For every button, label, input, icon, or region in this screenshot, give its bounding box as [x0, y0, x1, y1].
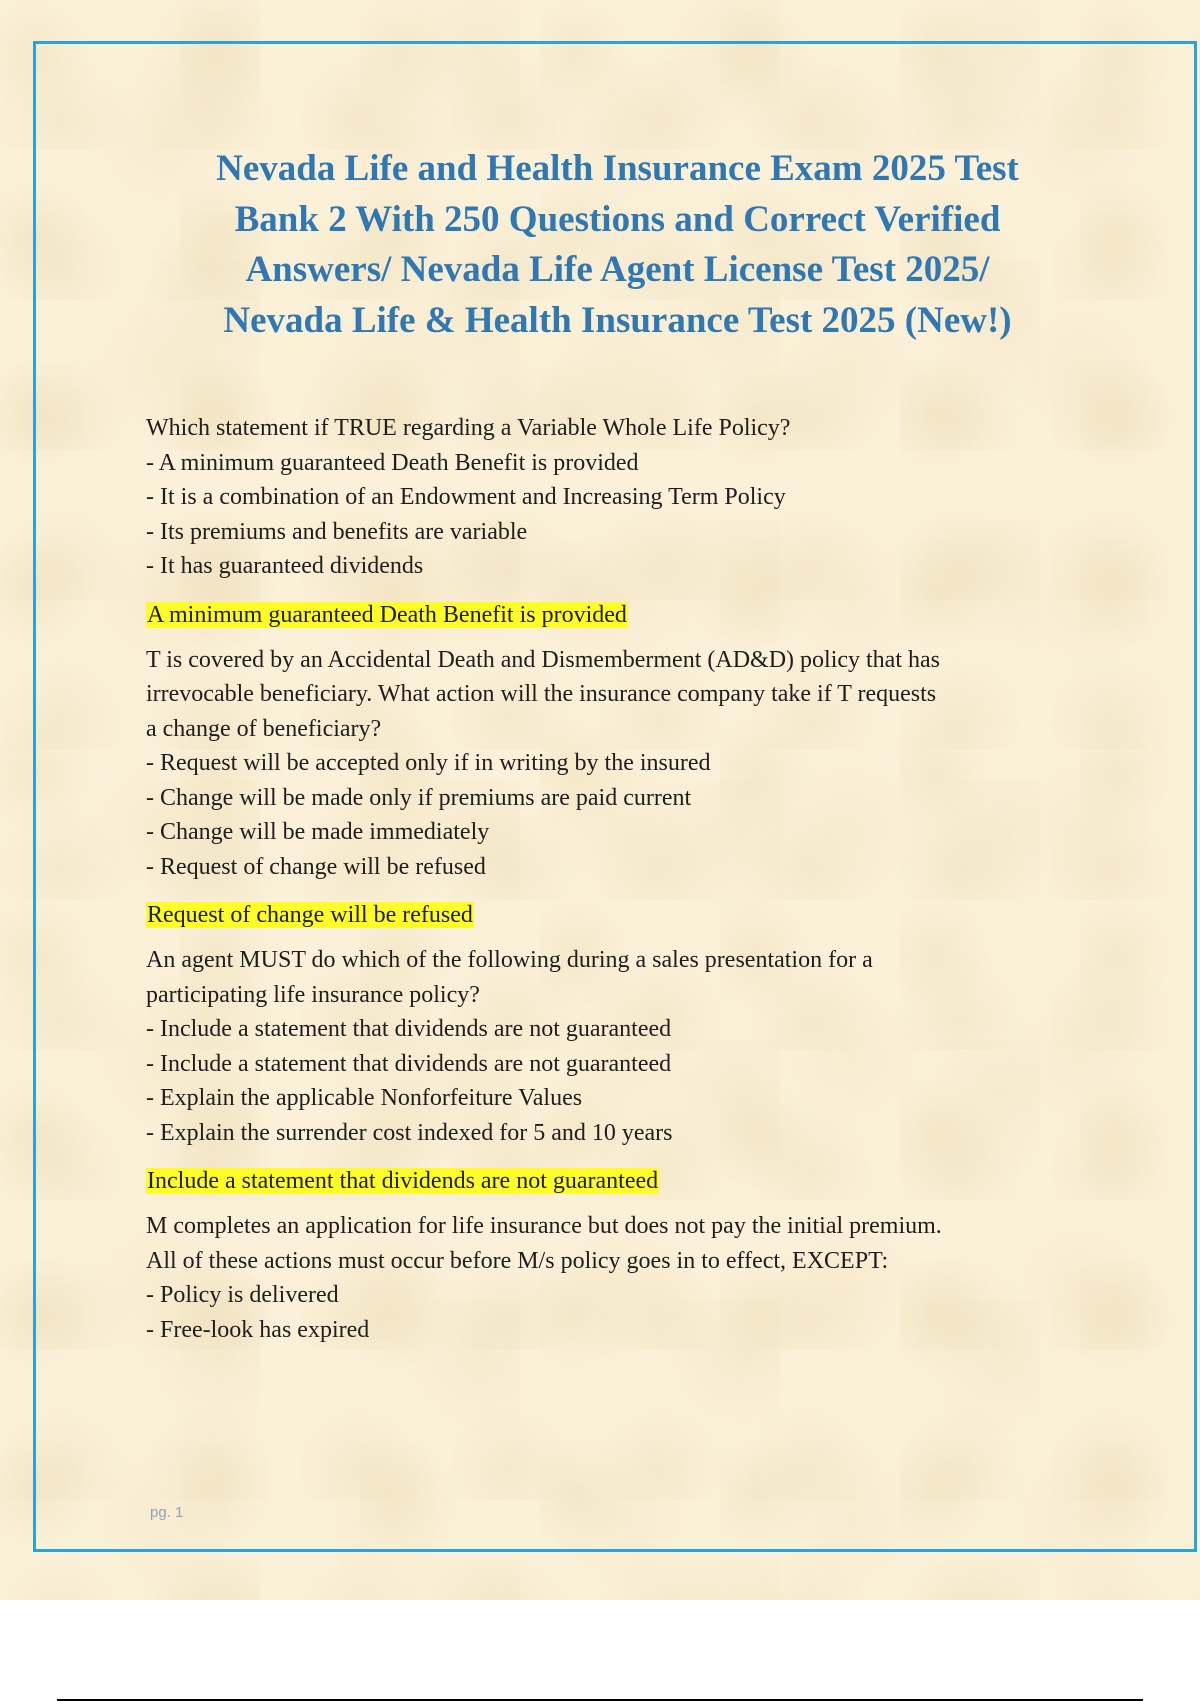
correct-answer-1 [146, 600, 1086, 630]
question-text: participating life insurance policy? [146, 981, 480, 1008]
title-line: Bank 2 With 250 Questions and Correct Verified [234, 198, 1001, 240]
answer-option: - It is a combination of an Endowment and Increasing Term Policy [146, 484, 786, 510]
answer-option: - Change will be made only if premiums are paid current [146, 784, 692, 811]
answer-option: - Policy is delivered [146, 1282, 339, 1308]
highlighted-answer: Include a statement that dividends are not guaranteed [147, 1168, 659, 1194]
answer-option: - Its premiums and benefits are variable [146, 518, 528, 545]
question-text: T is covered by an Accidental Death and Dismemberment (AD&D) policy that has [146, 646, 940, 673]
highlighted-answer: A minimum guaranteed Death Benefit is provided [147, 601, 627, 628]
page-number: pg. 1 [150, 1504, 184, 1521]
document-title [150, 144, 1085, 346]
correct-answer-2 [146, 900, 1086, 930]
answer-option: - Free-look has expired [146, 1316, 370, 1343]
question-block-1 [146, 411, 1086, 584]
correct-answer-3 [146, 1166, 1086, 1196]
question-text: a change of beneficiary? [146, 715, 382, 742]
answer-option: - Include a statement that dividends are not guaranteed [146, 1050, 672, 1077]
answer-option: - Request will be accepted only if in writing by the insured [146, 750, 711, 776]
answer-option: - Explain the applicable Nonforfeiture Values [146, 1085, 583, 1111]
answer-option: - A minimum guaranteed Death Benefit is provided [146, 449, 639, 476]
answer-option: - It has guaranteed dividends [146, 553, 424, 579]
question-text: M completes an application for life insurance but does not pay the initial premium. [146, 1213, 942, 1239]
question-text: All of these actions must occur before M/s policy goes in to effect, EXCEPT: [146, 1247, 889, 1274]
answer-option: - Request of change will be refused [146, 853, 486, 880]
question-block-2 [146, 643, 1086, 885]
title-line: Answers/ Nevada Life Agent License Test 2025/ [245, 249, 990, 290]
question-block-3 [146, 943, 1086, 1150]
title-line: Nevada Life & Health Insurance Test 2025 (New!) [223, 299, 1012, 341]
questions-content [146, 411, 1086, 1347]
title-line: Nevada Life and Health Insurance Exam 2025 Test [216, 148, 1019, 189]
question-text: Which statement if TRUE regarding a Variable Whole Life Policy? [146, 415, 791, 441]
answer-option: - Include a statement that dividends are not guaranteed [146, 1016, 672, 1042]
answer-option: - Explain the surrender cost indexed for 5 and 10 years [146, 1119, 673, 1146]
question-text: An agent MUST do which of the following during a sales presentation for a [146, 947, 873, 973]
question-block-4 [146, 1209, 1086, 1347]
answer-option: - Change will be made immediately [146, 819, 490, 845]
question-text: irrevocable beneficiary. What action will the insurance company take if T requests [146, 681, 937, 707]
highlighted-answer: Request of change will be refused [147, 902, 473, 928]
